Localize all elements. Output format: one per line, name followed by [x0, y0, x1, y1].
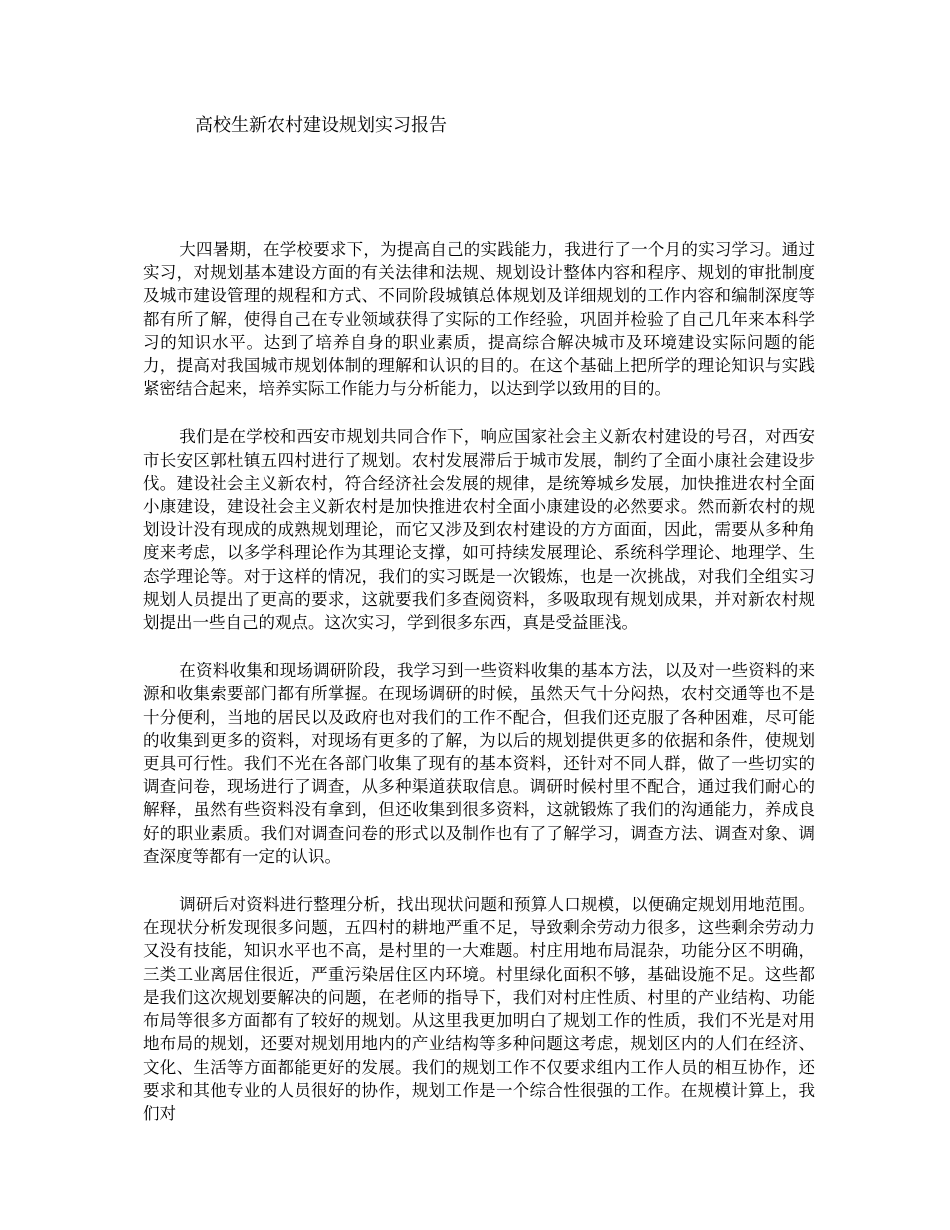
paragraph: 调研后对资料进行整理分析，找出现状问题和预算人口规模，以便确定规划用地范围。在现状分析发现很多问题，五四村的耕地严重不足，导致剩余劳动力很多，这些剩余劳动力又没有技能，知识水平也不高，是村里的一大难题。村庄用地布局混杂，功能分区不明确，三类工业离居住很近，严重污染居住区内环境。村里绿化面积不够，基础设施不足。这些都是我们这次规划要解决的问题，在老师的指导下，我们对村庄性质、村里的产业结构、功能布局等很多方面都有了较好的规划。从这里我更加明白了规划工作的性质，我们不光是对用地布局的规划，还要对规划用地内的产业结构等多种问题这考虑，规划区内的人们在经济、文化、生活等方面都能更好的发展。我们的规划工作不仅要求组内工作人员的相互协作，还要求和其他专业的人员很好的协作，规划工作是一个综合性很强的工作。在规模计算上，我们对 [143, 895, 815, 1123]
paragraph: 我们是在学校和西安市规划共同合作下，响应国家社会主义新农村建设的号召，对西安市长安区郭杜镇五四村进行了规划。农村发展滞后于城市发展，制约了全面小康社会建设步伐。建设社会主义新农村，符合经济社会发展的规律，是统筹城乡发展，加快推进农村全面小康建设，建设社会主义新农村是加快推进农村全面小康建设的必然要求。然而新农村的规划设计没有现成的成熟规划理论，而它又涉及到农村建设的方方面面，因此，需要从多种角度来考虑，以多学科理论作为其理论支撑，如可持续发展理论、系统科学理论、地理学、生态学理论等。对于这样的情况，我们的实习既是一次锻炼，也是一次挑战，对我们全组实习规划人员提出了更高的要求，这就要我们多查阅资料，多吸取现有规划成果，并对新农村规划提出一些自己的观点。这次实习，学到很多东西，真是受益匪浅。 [143, 427, 815, 633]
document-title: 高校生新农村建设规划实习报告 [195, 115, 447, 136]
paragraph: 在资料收集和现场调研阶段，我学习到一些资料收集的基本方法，以及对一些资料的来源和收集索要部门都有所掌握。在现场调研的时候，虽然天气十分闷热，农村交通等也不是十分便利，当地的居民以及政府也对我们的工作不配合，但我们还克服了各种困难，尽可能的收集到更多的资料，对现场有更多的了解，为以后的规划提供更多的依据和条件，使规划更具可行性。我们不光在各部门收集了现有的基本资料，还针对不同人群，做了一些切实的调查问卷，现场进行了调查，从多种渠道获取信息。调研时候村里不配合，通过我们耐心的解释，虽然有些资料没有拿到，但还收集到很多资料，这就锻炼了我们的沟通能力，养成良好的职业素质。我们对调查问卷的形式以及制作也有了了解学习，调查方法、调查对象、调查深度等都有一定的认识。 [143, 661, 815, 866]
document-body [143, 238, 815, 1150]
paragraph: 大四暑期，在学校要求下，为提高自己的实践能力，我进行了一个月的实习学习。通过实习，对规划基本建设方面的有关法律和法规、规划设计整体内容和程序、规划的审批制度及城市建设管理的规程和方式、不同阶段城镇总体规划及详细规划的工作内容和编制深度等都有所了解，使得自己在专业领域获得了实际的工作经验，巩固并检验了自己几年来本科学习的知识水平。达到了培养自身的职业素质，提高综合解决城市及环境建设实际问题的能力，提高对我国城市规划体制的理解和认识的目的。在这个基础上把所学的理论知识与实践紧密结合起来，培养实际工作能力与分析能力，以达到学以致用的目的。 [143, 240, 815, 399]
